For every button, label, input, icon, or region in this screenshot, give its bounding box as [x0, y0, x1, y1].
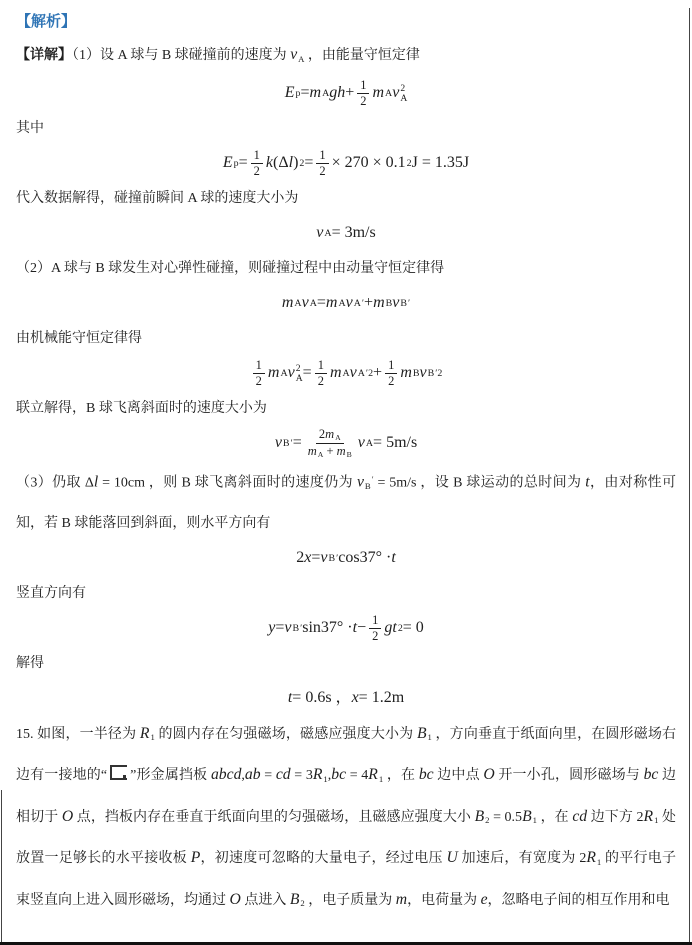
fraction: [316, 149, 328, 178]
text-run: 2: [388, 374, 395, 389]
text-run: J = 1.35J: [411, 154, 470, 172]
text-run: 开一小孔，圆形磁场与: [494, 768, 644, 784]
text-run: 15. 如图，一半径为: [16, 726, 140, 742]
text-run: A: [317, 450, 324, 460]
math-variable: v: [274, 434, 282, 452]
math-variable: B: [416, 724, 427, 742]
math-variable: bc: [643, 766, 659, 784]
baffle-shape-icon: [110, 765, 127, 780]
text-run: 2: [485, 815, 490, 826]
text-run: 竖直方向有: [16, 585, 86, 601]
formula-line: [16, 683, 676, 715]
math-variable: E: [222, 154, 233, 172]
text-run: = 1.2m: [358, 689, 405, 707]
text-run: 解得: [16, 655, 44, 671]
fraction: [253, 359, 265, 388]
paragraph: [16, 575, 676, 613]
math-variable: m: [307, 444, 317, 459]
math-variable: O: [61, 807, 74, 825]
text-run: ，方向垂直于纸面向里，在圆形磁场右边有一接地的“: [16, 726, 677, 784]
text-run: A: [309, 297, 317, 309]
text-run: A: [357, 367, 365, 379]
math-variable: m: [281, 294, 294, 312]
text-run: = 10cm ，则 B 球飞离斜面时的速度仍为: [98, 474, 357, 490]
math-variable: m: [400, 364, 412, 382]
math-variable: R: [643, 807, 654, 825]
text-run: = 4: [346, 768, 369, 784]
text-run: +: [345, 84, 355, 102]
text-run: 2: [296, 549, 305, 567]
formula-line: [16, 218, 676, 250]
text-run: 2: [319, 164, 326, 179]
math-variable: m: [395, 890, 408, 908]
text-run: 代入数据解得，碰撞前瞬间 A 球的速度大小为: [16, 190, 299, 206]
text-run: 1: [150, 732, 155, 743]
text-run: B: [385, 297, 393, 309]
text-run: ,: [327, 768, 332, 784]
text-run: 点，挡板内存在垂直于纸面向里的匀强磁场，且磁感应强度大小: [73, 809, 475, 825]
text-run: p: [295, 87, 301, 99]
math-variable: m: [325, 294, 338, 312]
text-run: ，电子质量为: [304, 892, 396, 908]
text-run: +: [323, 444, 337, 459]
text-run: B: [364, 480, 371, 491]
math-variable: bc: [418, 766, 434, 784]
math-variable: e: [480, 890, 488, 908]
text-run: 2: [397, 622, 403, 634]
text-run: B: [346, 450, 352, 460]
text-run: B: [412, 367, 420, 379]
text-run: A: [353, 297, 361, 309]
math-variable: m: [309, 84, 322, 102]
text-run: ): [293, 154, 299, 172]
section-heading: 【解析】: [16, 14, 77, 30]
sub-sup-stack: 2 A: [295, 362, 303, 385]
paragraph: [16, 110, 676, 148]
text-run: （2）A 球与 B 球发生对心弹性碰撞，则碰撞过程中由动量守恒定律得: [16, 260, 445, 276]
math-variable: m: [372, 84, 385, 102]
text-run: =: [300, 84, 310, 102]
text-run: cos37° ·: [338, 549, 392, 567]
math-variable: m: [329, 364, 342, 382]
text-run: = 0.5: [489, 809, 523, 825]
text-run: 边下方 2: [587, 809, 644, 825]
math-variable: bc: [331, 766, 347, 784]
math-variable: x: [351, 689, 359, 707]
text-run: 【详解】: [16, 48, 72, 63]
fraction: [305, 428, 355, 460]
text-run: A: [335, 432, 341, 442]
text-run: (Δ: [273, 154, 289, 172]
math-variable: v: [356, 472, 364, 490]
math-variable: m: [325, 426, 335, 441]
text-run: 1: [388, 358, 395, 372]
math-variable: x: [304, 549, 312, 567]
paragraph: [16, 36, 676, 78]
text-run: 边相切于: [16, 768, 677, 825]
math-variable: U: [446, 849, 458, 867]
text-run: 1: [427, 732, 432, 743]
sub-sup-stack: 2 A: [400, 82, 408, 105]
paragraph: [16, 460, 676, 543]
text-run: 其中: [16, 120, 44, 136]
math-variable: v: [316, 224, 324, 242]
math-variable: abcd: [210, 766, 242, 784]
text-run: ′: [290, 437, 293, 449]
formula-line: [16, 613, 676, 645]
text-run: 1: [323, 773, 328, 784]
paragraph: [16, 645, 676, 683]
math-variable: y: [268, 619, 276, 637]
math-variable: m: [267, 364, 280, 382]
text-run: = 3: [290, 768, 313, 784]
math-variable: v: [301, 294, 309, 312]
text-run: A: [365, 437, 374, 449]
text-run: 1: [319, 148, 326, 162]
text-run: A: [298, 53, 305, 64]
math-variable: O: [483, 766, 495, 784]
fraction: [315, 359, 327, 388]
math-variable: v: [392, 84, 400, 102]
text-run: =: [304, 154, 314, 172]
formula-line: [16, 428, 676, 460]
text-run: ′: [361, 297, 365, 309]
text-run: ′: [371, 473, 374, 484]
text-run: = 5m/s: [373, 434, 418, 452]
text-run: ，忽略电子间的相互作用和电: [487, 892, 670, 908]
text-run: 2: [360, 94, 367, 109]
math-variable: cd: [572, 807, 588, 825]
text-run: 1: [360, 78, 367, 92]
text-run: A: [294, 297, 302, 309]
text-run: p: [233, 157, 239, 169]
text-run: 1: [378, 773, 384, 784]
text-run: 1: [372, 612, 379, 627]
math-variable: v: [284, 619, 292, 637]
text-run: 1: [532, 815, 537, 826]
fraction: [251, 149, 263, 178]
text-run: 边中点: [433, 768, 484, 784]
math-variable: l: [288, 154, 294, 172]
text-run: × 270 × 0.1: [331, 154, 406, 172]
text-run: ′: [407, 297, 411, 309]
math-variable: v: [357, 434, 365, 452]
math-variable: P: [190, 849, 201, 867]
text-run: 1: [253, 148, 260, 162]
text-run: A: [280, 367, 288, 379]
math-variable: k: [265, 154, 273, 172]
math-variable: B: [474, 807, 485, 825]
text-run: ，由对称性可知，若 B 球能落回到斜面，则水平方向有: [16, 474, 676, 531]
math-variable: t: [585, 472, 590, 490]
text-run: ，初速度可忽略的大量电子，经过电压: [200, 851, 447, 867]
math-variable: v: [345, 294, 353, 312]
text-run: A: [322, 87, 330, 99]
math-variable: v: [287, 364, 295, 382]
text-run: 由机械能守恒定律得: [16, 330, 142, 346]
math-variable: R: [312, 766, 323, 784]
paragraph: [16, 715, 676, 923]
text-run: ,: [241, 768, 245, 784]
text-run: 1: [654, 815, 659, 826]
text-run: 1: [255, 358, 262, 372]
formula-line: [16, 78, 676, 110]
text-run: A: [324, 227, 332, 239]
text-run: ，由能量守恒定律: [304, 48, 420, 63]
math-variable: v: [349, 364, 357, 382]
text-run: 2: [406, 157, 412, 169]
math-variable: E: [284, 84, 295, 102]
formula-line: [16, 358, 676, 390]
math-variable: v: [320, 549, 328, 567]
text-run: = 0: [402, 619, 424, 637]
math-variable: l: [93, 472, 99, 490]
text-run: （1）设 A 球与 B 球碰撞前的速度为: [72, 48, 291, 63]
math-variable: v: [290, 46, 298, 63]
text-run: ，电荷量为: [407, 892, 481, 908]
text-run: 的平行电子束竖直向上进入圆形磁场，均通过: [16, 851, 677, 908]
text-run: B: [292, 622, 300, 634]
text-run: =: [292, 434, 302, 452]
text-run: ′: [336, 552, 339, 564]
text-run: sin37° ·: [302, 619, 353, 637]
math-variable: m: [373, 294, 385, 312]
text-run: 加速后，有宽度为 2: [457, 851, 587, 867]
text-run: 联立解得，B 球飞离斜面时的速度大小为: [16, 400, 267, 416]
text-run: ′: [300, 622, 303, 634]
text-run: 点进入: [240, 892, 290, 908]
text-run: =: [302, 364, 312, 382]
text-run: ”形金属挡板: [130, 768, 211, 784]
paragraph: [16, 390, 676, 428]
text-run: = 5m/s ，设 B 球运动的总时间为: [373, 474, 586, 490]
formula-line: [16, 543, 676, 575]
formula-line: [16, 288, 676, 320]
text-run: ′2: [435, 367, 443, 379]
text-run: 1: [317, 358, 324, 372]
text-run: 2: [317, 374, 324, 389]
text-run: =: [316, 294, 326, 312]
math-variable: R: [368, 766, 378, 784]
math-variable: B: [522, 807, 532, 825]
math-variable: t: [352, 619, 358, 637]
text-run: +: [373, 364, 383, 382]
text-run: = 3m/s: [331, 224, 376, 242]
text-run: ，在: [383, 768, 419, 784]
text-run: B: [400, 297, 407, 309]
math-variable: v: [419, 364, 427, 382]
text-run: A: [338, 297, 346, 309]
text-run: =: [275, 619, 285, 637]
math-variable: R: [586, 849, 596, 867]
text-run: B: [282, 437, 290, 449]
math-variable: B: [289, 890, 300, 908]
math-variable: t: [287, 689, 293, 707]
page-border-right: [689, 8, 690, 945]
fraction: [385, 359, 397, 388]
text-run: 2: [255, 374, 262, 389]
math-variable: m: [336, 444, 346, 459]
text-run: 处放置一足够长的水平接收板: [16, 809, 677, 867]
text-run: =: [238, 154, 248, 172]
text-run: 2: [318, 426, 326, 441]
text-run: +: [364, 294, 374, 312]
text-run: =: [260, 768, 276, 784]
text-run: = 0.6s ，: [292, 689, 352, 707]
text-run: 2: [299, 157, 305, 169]
paragraph: [16, 180, 676, 218]
math-variable: R: [139, 724, 150, 742]
text-run: ′2: [365, 367, 374, 379]
text-run: A: [342, 367, 350, 379]
text-run: 1: [596, 856, 602, 867]
paragraph: [16, 250, 676, 288]
text-run: 2: [372, 629, 379, 644]
text-run: =: [311, 549, 321, 567]
text-run: B: [328, 552, 336, 564]
math-variable: ab: [244, 766, 261, 784]
text-run: 2: [253, 164, 260, 179]
text-run: A: [385, 87, 393, 99]
math-variable: t: [391, 549, 396, 567]
text-run: B: [427, 367, 435, 379]
text-run: −: [357, 619, 367, 637]
math-variable: gt: [384, 619, 397, 637]
text-run: 的圆内存在匀强磁场，磁感应强度大小为: [154, 726, 417, 742]
text-run: （3）仍取 Δ: [16, 474, 94, 490]
text-run: 2: [300, 898, 305, 909]
text-run: ，在: [536, 809, 573, 825]
math-variable: v: [392, 294, 400, 312]
fraction: [369, 614, 381, 643]
math-variable: O: [229, 890, 241, 908]
paragraph: [16, 320, 676, 358]
math-variable: gh: [329, 84, 346, 102]
formula-line: [16, 148, 676, 180]
fraction: [357, 79, 369, 108]
math-variable: cd: [275, 766, 291, 784]
page-border-left: [1, 790, 2, 945]
